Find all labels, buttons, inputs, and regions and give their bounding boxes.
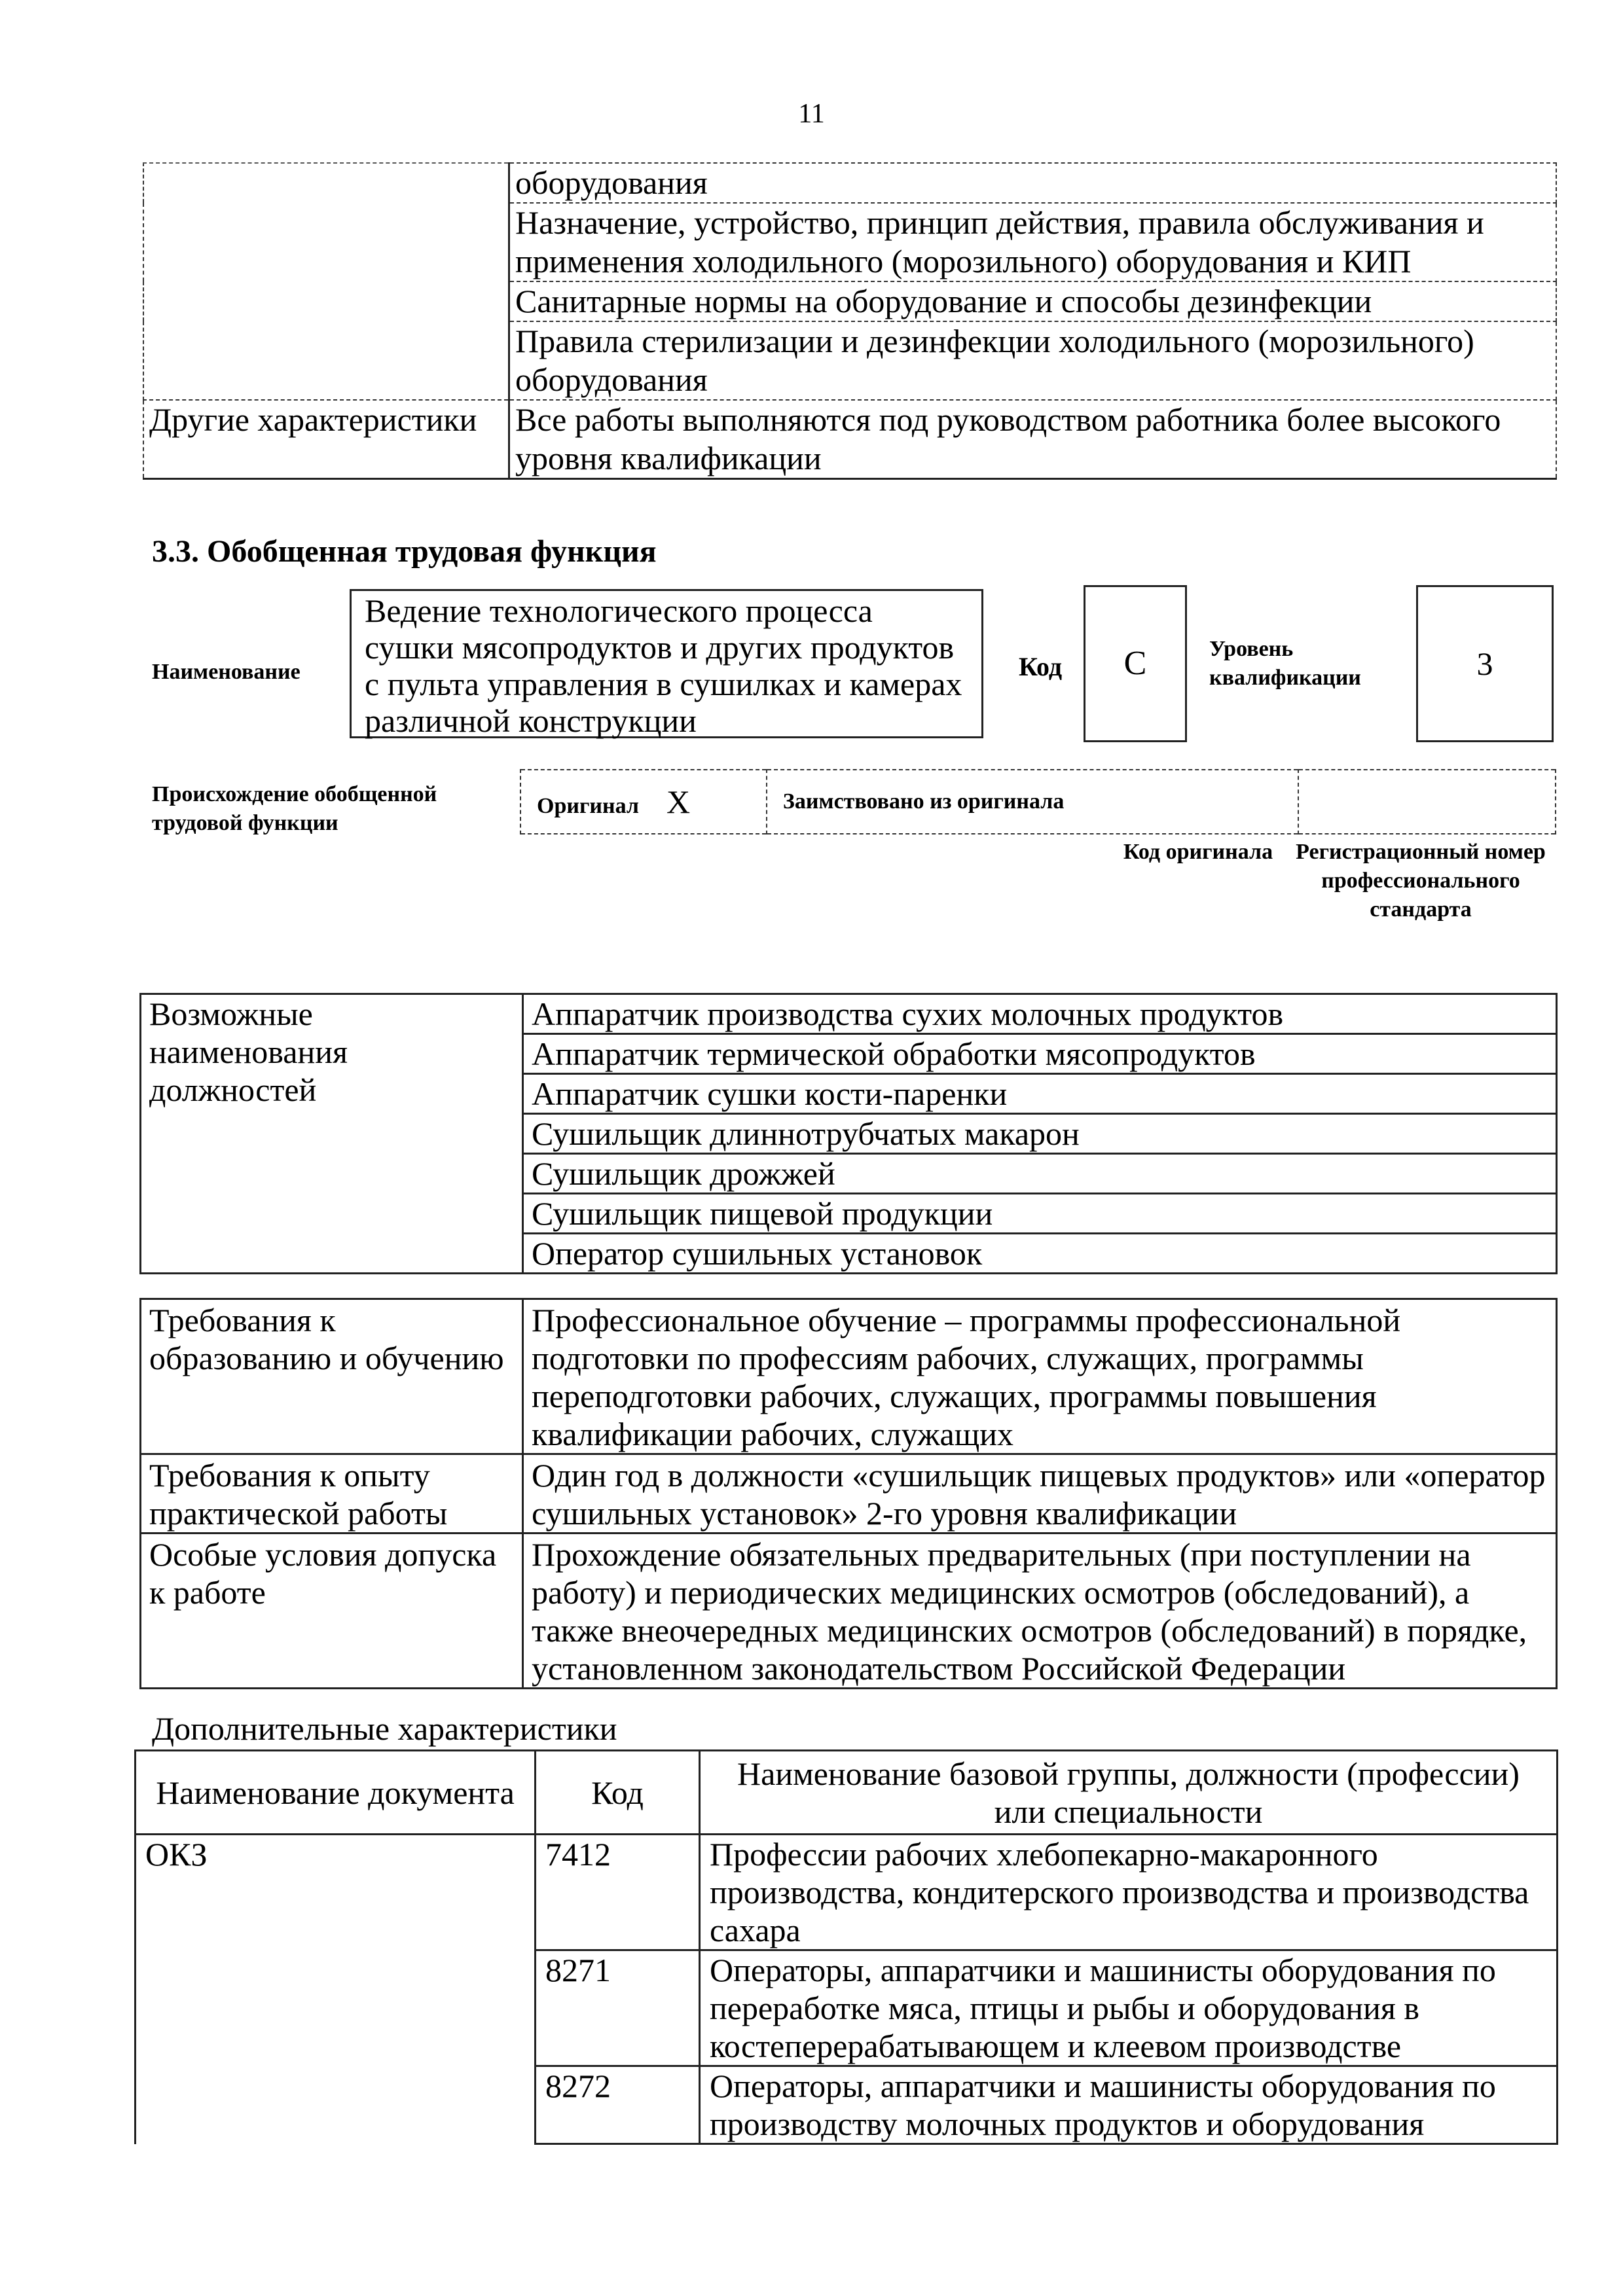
special-conditions-label: Особые условия допуска к работе bbox=[141, 1534, 523, 1689]
name-label: Наименование bbox=[152, 660, 301, 684]
requirements-table bbox=[139, 1298, 1558, 1689]
origin-table bbox=[520, 769, 1556, 834]
okz-code: 7412 bbox=[536, 1835, 700, 1950]
positions-table bbox=[139, 993, 1558, 1274]
special-conditions-value: Прохождение обязательных предварительных (при поступлении на работу) и периодических медицинских осмотров (обследований), а также внеочередных медицинских осмотров (обследований) в порядке, установленном законодательством Российской Федерации bbox=[523, 1534, 1557, 1689]
qualification-level-label: Уровень квалификации bbox=[1209, 637, 1361, 690]
code-value-box: C bbox=[1084, 585, 1187, 742]
page-number: 11 bbox=[798, 99, 825, 129]
table-cell: оборудования bbox=[509, 163, 1557, 203]
original-mark: X bbox=[666, 783, 691, 820]
column-header-code: Код bbox=[536, 1751, 700, 1835]
registration-number-cell bbox=[1298, 770, 1556, 834]
experience-requirements-label: Требования к опыту практической работы bbox=[141, 1454, 523, 1534]
origin-label: Происхождение обобщенной трудовой функции bbox=[152, 782, 437, 835]
table-cell-empty bbox=[143, 163, 509, 400]
okz-code: 8272 bbox=[536, 2066, 700, 2144]
original-label: Оригинал bbox=[537, 794, 639, 818]
position-item: Оператор сушильных установок bbox=[523, 1234, 1557, 1274]
code-label: Код bbox=[1019, 652, 1063, 681]
column-header-document: Наименование документа bbox=[136, 1751, 536, 1835]
table-cell: Назначение, устройство, принцип действия, правила обслуживания и применения холодильного (морозильного) оборудования и КИП bbox=[509, 203, 1557, 281]
column-header-group: Наименование базовой группы, должности (профессии) или специальности bbox=[700, 1751, 1558, 1835]
okz-code: 8271 bbox=[536, 1950, 700, 2066]
okz-group-name: Операторы, аппаратчики и машинисты оборудования по производству молочных продуктов и оборудования bbox=[700, 2066, 1558, 2144]
registration-number-caption: Регистрационный номер профессионального стандарта bbox=[1296, 840, 1546, 922]
original-cell bbox=[520, 770, 767, 834]
position-item: Аппаратчик термической обработки мясопродуктов bbox=[523, 1034, 1557, 1074]
additional-characteristics-title: Дополнительные характеристики bbox=[152, 1710, 617, 1747]
other-characteristics-value: Все работы выполняются под руководством работника более высокого уровня квалификации bbox=[509, 400, 1557, 479]
knowledge-continuation-table bbox=[143, 162, 1557, 480]
education-requirements-label: Требования к образованию и обучению bbox=[141, 1299, 523, 1454]
experience-requirements-value: Один год в должности «сушильщик пищевых продуктов» или «оператор сушильных установок» 2-го уровня квалификации bbox=[523, 1454, 1557, 1534]
qualification-level-box: 3 bbox=[1416, 585, 1554, 742]
document-name: ОКЗ bbox=[136, 1835, 536, 2144]
table-cell: Санитарные нормы на оборудование и способы дезинфекции bbox=[509, 281, 1557, 321]
additional-characteristics-table bbox=[134, 1749, 1558, 2145]
okz-group-name: Операторы, аппаратчики и машинисты оборудования по переработке мяса, птицы и рыбы и оборудования в костеперерабатывающем и клеевом производстве bbox=[700, 1950, 1558, 2066]
okz-group-name: Профессии рабочих хлебопекарно-макаронного производства, кондитерского производства и производства сахара bbox=[700, 1835, 1558, 1950]
position-item: Сушильщик пищевой продукции bbox=[523, 1194, 1557, 1234]
function-name-box: Ведение технологического процесса сушки мясопродуктов и других продуктов с пульта управления в сушилках и камерах различной конструкции bbox=[350, 589, 983, 738]
position-item: Аппаратчик сушки кости-паренки bbox=[523, 1074, 1557, 1114]
education-requirements-value: Профессиональное обучение – программы профессиональной подготовки по профессиям рабочих, служащих, программы переподготовки рабочих, служащих, программы повышения квалификации рабочих, служащих bbox=[523, 1299, 1557, 1454]
position-item: Сушильщик длиннотрубчатых макарон bbox=[523, 1114, 1557, 1154]
positions-label: Возможные наименования должностей bbox=[141, 994, 523, 1274]
position-item: Аппаратчик производства сухих молочных продуктов bbox=[523, 994, 1557, 1034]
section-heading: 3.3. Обобщенная трудовая функция bbox=[152, 534, 657, 569]
other-characteristics-label: Другие характеристики bbox=[143, 400, 509, 479]
code-original-caption: Код оригинала bbox=[1123, 840, 1273, 864]
table-cell: Правила стерилизации и дезинфекции холодильного (морозильного) оборудования bbox=[509, 321, 1557, 400]
borrowed-cell: Заимствовано из оригинала bbox=[767, 770, 1298, 834]
position-item: Сушильщик дрожжей bbox=[523, 1154, 1557, 1194]
